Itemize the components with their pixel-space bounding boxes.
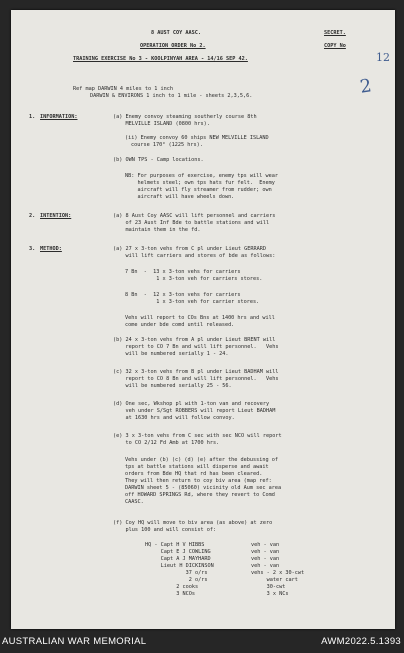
text-line: (b) 24 x 3-ton vehs from A pl under Lieut BRENT will: [113, 337, 276, 343]
footer-accession: AWM2022.5.1393: [321, 636, 401, 647]
hq-veh: water cart: [251, 577, 298, 583]
ref-map-line2: DARWIN & ENVIRONS 1 inch to 1 mile - sheets 2,3,5,6.: [90, 93, 253, 99]
text-line: course 170° (1225 hrs).: [131, 142, 203, 148]
copy-no-label: COPY No: [324, 43, 346, 49]
text-line: (d) One sec, Wkshop pl with 1-ton van and recovery: [113, 401, 270, 407]
hq-veh: veh - van: [251, 542, 280, 548]
handwritten-mark: 2: [358, 75, 373, 98]
text-line: DARWIN sheet 5 - (85060) vicinity old Aum sec area: [125, 485, 282, 491]
text-line: Vehs will report to COs Bns at 1400 hrs and will: [125, 315, 275, 321]
hq-name: 3 NCOs: [145, 591, 195, 597]
text-line: at 1630 hrs and will follow convoy.: [113, 415, 235, 421]
text-line: report to CO 7 Bn and will lift personnel. Vehs: [113, 344, 279, 350]
text-line: (e) 3 x 3-ton vehs from C sec with sec NCO will report: [113, 433, 282, 439]
hq-veh: veh - van: [251, 563, 280, 569]
text-line: 1 x 3-ton veh for carrier stores.: [125, 299, 260, 305]
text-line: off HOWARD SPRINGS Rd, where they revert to Comd: [125, 492, 275, 498]
text-line: tps at battle stations will disperse and await: [125, 464, 269, 470]
section-number: 2.: [29, 213, 36, 219]
exercise-title: TRAINING EXERCISE No 3 - KOOLPINYAH AREA - 14/16 SEP 42.: [73, 56, 248, 62]
text-line: MELVILLE ISLAND (0800 hrs).: [113, 121, 210, 127]
text-line: come under bde comd until released.: [125, 322, 235, 328]
text-line: maintain them in the fd.: [113, 227, 201, 233]
hq-veh: veh - van: [251, 556, 280, 562]
text-line: will lift carriers and stores of bde as follows:: [113, 253, 276, 259]
hq-veh: 3 x NCs: [251, 591, 289, 597]
hq-name: Lieut H DICKINSON: [145, 563, 214, 569]
hq-name: 37 o/rs: [145, 570, 208, 576]
text-line: aircraft will fly streamer from rudder; own: [125, 187, 272, 193]
hq-veh: vehs - 2 x 30-cwt: [251, 570, 305, 576]
text-line: veh under S/Sgt ROBBERS will report Lieut BADHAM: [113, 408, 276, 414]
text-line: NB: For purposes of exercise, enemy tps will wear: [125, 173, 279, 179]
section-heading-information: INFORMATION:: [40, 114, 78, 120]
copy-no-handwritten: 12: [376, 51, 390, 64]
info-b-line: (b) OWN TPS - Camp locations.: [113, 157, 204, 163]
hq-veh: 30-cwt: [251, 584, 286, 590]
text-line: plus 100 and will consist of:: [113, 527, 217, 533]
document-page: [11, 10, 395, 629]
text-line: 8 Bn - 12 x 3-ton vehs for carriers: [125, 292, 241, 298]
text-line: (a) Enemy convoy steaming southerly course 8th: [113, 114, 257, 120]
text-line: (a) 27 x 3-ton vehs from C pl under Lieut GERRARD: [113, 246, 267, 252]
text-line: 7 Bn - 13 x 3-ton vehs for carriers: [125, 269, 241, 275]
hq-name: 2 o/rs: [145, 577, 208, 583]
footer-credit: AUSTRALIAN WAR MEMORIAL: [2, 636, 147, 647]
text-line: (c) 32 x 3-ton vehs from B pl under Lieut BADHAM will: [113, 369, 279, 375]
text-line: (a) 8 Aust Coy AASC will lift personnel and carriers: [113, 213, 276, 219]
hq-name: 2 cooks: [145, 584, 199, 590]
text-line: will be numbered serially 1 - 24.: [113, 351, 229, 357]
hq-name: Capt E J COWLING: [145, 549, 211, 555]
hq-name: Capt A J MAYHARD: [145, 556, 211, 562]
text-line: CAASC.: [125, 499, 144, 505]
section-heading-intention: INTENTION:: [40, 213, 72, 219]
text-line: Vehs under (b) (c) (d) (e) after the debussing of: [125, 457, 279, 463]
section-number: 3.: [29, 246, 36, 252]
text-line: will be numbered serially 25 - 56.: [113, 383, 232, 389]
ref-map-line1: Ref map DARWIN 4 miles to 1 inch: [73, 86, 173, 92]
hq-name: HQ - Capt H V HIBBS: [145, 542, 205, 548]
text-line: They will then return to coy biv area (map ref:: [125, 478, 272, 484]
text-line: orders from Bde HQ that rd has been cleared.: [125, 471, 263, 477]
classification: SECRET.: [324, 30, 346, 36]
text-line: helmets steel; own tps hats fur felt. Enemy: [125, 180, 275, 186]
text-line: of 23 Aust Inf Bde to battle stations and will: [113, 220, 270, 226]
text-line: (ii) Enemy convoy 60 ships NEW MELVILLE ISLAND: [125, 135, 269, 141]
text-line: 1 x 3-ton veh for carriers stores.: [125, 276, 263, 282]
text-line: to CO 2/12 Fd Amb at 1700 hrs.: [113, 440, 220, 446]
text-line: aircraft will have wheels down.: [125, 194, 235, 200]
text-line: (f) Coy HQ will move to biv area (as above) at zero: [113, 520, 273, 526]
op-order-title: OPERATION ORDER No 2.: [140, 43, 206, 49]
unit-heading: 8 AUST COY AASC.: [151, 30, 201, 36]
text-line: report to CO 8 Bn and will lift personnel. Vehs: [113, 376, 279, 382]
section-number: 1.: [29, 114, 36, 120]
hq-veh: veh - van: [251, 549, 280, 555]
section-heading-method: METHOD:: [40, 246, 62, 252]
